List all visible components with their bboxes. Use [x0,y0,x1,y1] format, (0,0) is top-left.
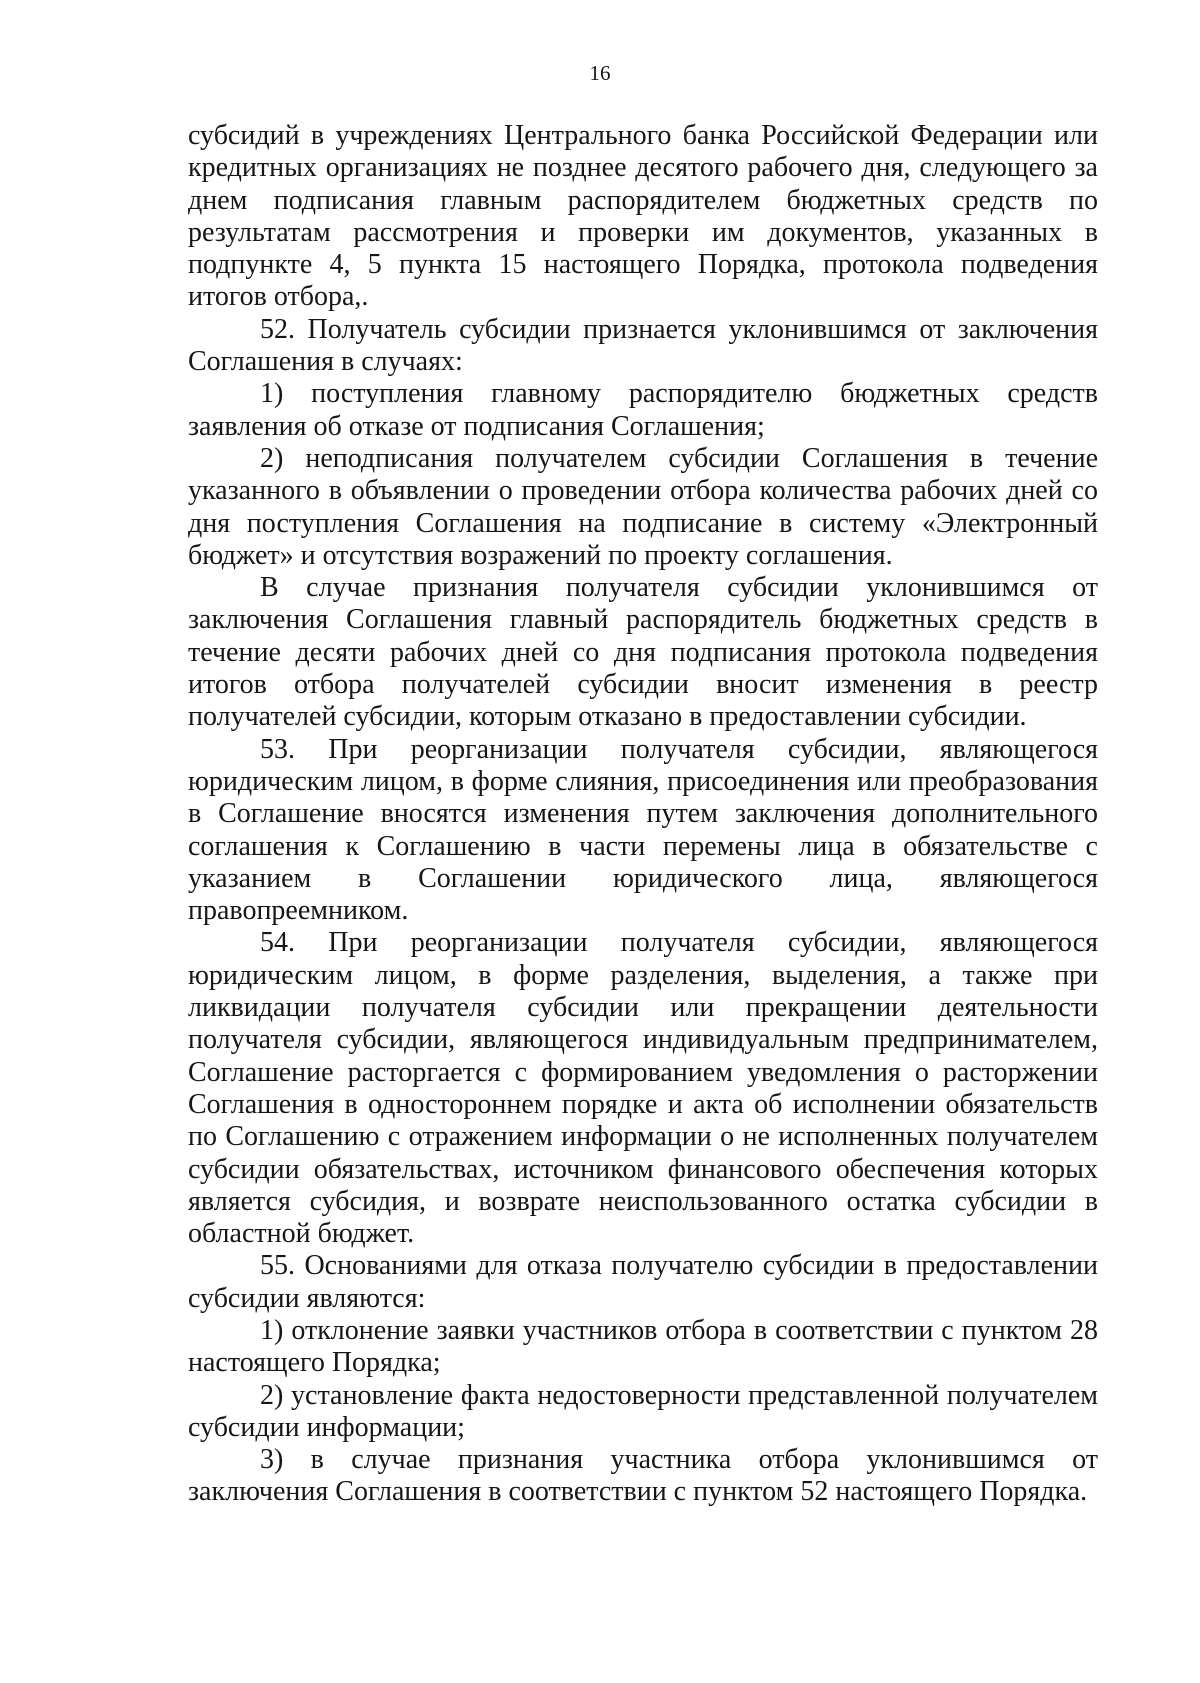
paragraph-55-item-1: 1) отклонение заявки участников отбора в соответствии с пунктом 28 настоящего Порядка; [188,1314,1098,1379]
paragraph-53: 53. При реорганизации получателя субсидии, являющегося юридическим лицом, в форме слияния, присоединения или преобразования в Соглашение вносятся изменения путем заключения дополнительного соглашения к Соглашению в части перемены лица в обязательстве с указанием в Соглашении юридического лица, являющегося правопреемником. [188,733,1098,927]
paragraph-54: 54. При реорганизации получателя субсидии, являющегося юридическим лицом, в форме разделения, выделения, а также при ликвидации получателя субсидии или прекращении деятельности получателя субсидии, являющегося индивидуальным предпринимателем, Соглашение расторгается с формированием уведомления о расторжении Соглашения в одностороннем порядке и акта об исполнении обязательств по Соглашению с отражением информации о не исполненных получателем субсидии обязательствах, источником финансового обеспечения которых является субсидия, и возврате неиспользованного остатка субсидии в областной бюджет. [188,927,1098,1250]
page-number: 16 [589,61,611,85]
paragraph-55-item-3: 3) в случае признания участника отбора уклонившимся от заключения Соглашения в соответствии с пунктом 52 настоящего Порядка. [188,1444,1098,1508]
paragraph-continuation: субсидий в учреждениях Центрального банка Российской Федерации или кредитных организациях не позднее десятого рабочего дня, следующего за днем подписания главным распорядителем бюджетных средств по результатам рассмотрения и проверки им документов, указанных в подпункте 4, 5 пункта 15 настоящего Порядка, протокола подведения итогов отбора,. [188,120,1098,313]
document-body [188,120,1098,1509]
paragraph-52-item-1: 1) поступления главному распорядителю бюджетных средств заявления об отказе от подписания Соглашения; [188,378,1098,442]
paragraph-55-item-2: 2) установление факта недостоверности представленной получателем субсидии информации; [188,1379,1098,1443]
paragraph-52-refusal: В случае признания получателя субсидии уклонившимся от заключения Соглашения главный распорядитель бюджетных средств в течение десяти рабочих дней со дня подписания протокола подведения итогов отбора получателей субсидии вносит изменения в реестр получателей субсидии, которым отказано в предоставлении субсидии. [188,572,1098,733]
paragraph-52-item-2: 2) неподписания получателем субсидии Соглашения в течение указанного в объявлении о проведении отбора количества рабочих дней со дня поступления Соглашения на подписание в систему «Электронный бюджет» и отсутствия возражений по проекту соглашения. [188,442,1098,571]
paragraph-52: 52. Получатель субсидии признается уклонившимся от заключения Соглашения в случаях: [188,313,1098,378]
paragraph-55: 55. Основаниями для отказа получателю субсидии в предоставлении субсидии являются: [188,1250,1098,1314]
